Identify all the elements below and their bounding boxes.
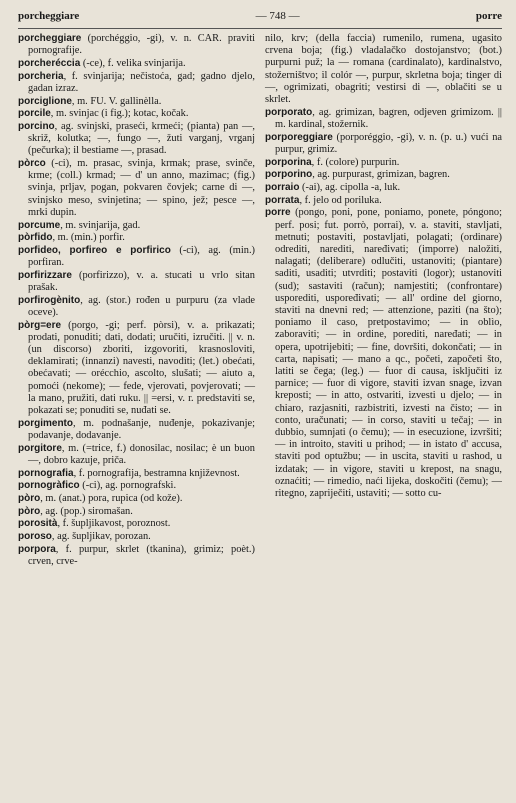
- dictionary-entry: [18, 220, 255, 232]
- entry-headword: porcheria: [18, 70, 64, 82]
- entry-definition: (-ci), ag. (min.) porfiran.: [28, 244, 255, 269]
- dictionary-entry: [265, 195, 502, 207]
- entry-definition: , ag. grimizan, bagren, odjeven grimizom. || m. kardinal, stožernik.: [275, 106, 502, 130]
- dictionary-entry: [18, 270, 255, 294]
- dictionary-entry: [18, 245, 255, 269]
- entry-headword: pornogràfico: [18, 480, 80, 492]
- dictionary-entry: [18, 506, 255, 518]
- columns: [18, 33, 502, 803]
- entry-definition: , f. svinjarija; nečistoća, gad; gadno djelo, gadan izraz.: [28, 70, 255, 94]
- dictionary-entry: [18, 531, 255, 543]
- page-number: — 748 —: [255, 10, 300, 22]
- dictionary-entry: [265, 33, 502, 106]
- dictionary-entry: [18, 58, 255, 70]
- entry-definition: , m. (anat.) pora, rupica (od kože).: [40, 493, 183, 505]
- dictionary-entry: [265, 132, 502, 156]
- entry-headword: porcile: [18, 108, 51, 120]
- entry-headword: porcino: [18, 120, 55, 132]
- dictionary-entry: [18, 121, 255, 158]
- entry-definition: , f. jelo od poriluka.: [299, 194, 382, 206]
- dictionary-entry: [18, 71, 255, 95]
- dictionary-entry: [18, 418, 255, 442]
- dictionary-entry: [18, 96, 255, 108]
- entry-headword: porre: [265, 207, 291, 219]
- entry-headword: pòro: [18, 493, 41, 505]
- entry-definition: , f. (colore) purpurin.: [311, 156, 400, 168]
- entry-headword: pornografia: [18, 467, 74, 479]
- entry-definition: , m. podnašanje, nuđenje, pokazivanje; podavanje, dodavanje.: [28, 417, 255, 441]
- entry-headword: porporino: [265, 169, 313, 181]
- dictionary-entry: [265, 107, 502, 131]
- entry-definition: (porgo, -gi; perf. pòrsi), v. a. prikazati; prodati, ponuditi; dati, dodati; uručiti, izručiti. || v. n. (un discorso) zboriti, izgovoriti, krasnosloviti, deklamirati; (innanzi) navesti, navoditi; (let.) obećati, obećavati; — orécchio, ascolto, slušati; — aiuto a, pomoći (nekome); — fede, vjerovati, povjerovati; — la mano, pružiti, dati ruku. || =ersi, v. r. predstaviti se, pokazati se; ponuditi se, nuđati se.: [28, 319, 255, 417]
- entry-headword: porpora: [18, 543, 56, 555]
- entry-definition: (-ci), ag. pornografski.: [79, 480, 177, 492]
- dictionary-entry: [18, 480, 255, 492]
- entry-definition: , ag. svinjski, praseći, krmeći; (pianta) pan —, skriž, kolutka; —, fungo —, žuti varganj, vrganj (pečurka); il bestiame —, prasad.: [28, 120, 255, 157]
- dictionary-entry: [18, 320, 255, 418]
- entry-definition: (-ai), ag. cipolla -a, luk.: [299, 181, 401, 193]
- entry-definition: , m. (min.) porfir.: [52, 232, 125, 244]
- entry-definition: (-ce), f. velika svinjarija.: [80, 57, 186, 69]
- entry-definition: , m. (=trice, f.) donosilac, nosilac; è un buon —, dobro kazuje, priča.: [28, 442, 255, 466]
- entry-definition: (porchéggio, -gi), v. n. CAR. praviti pornografije.: [28, 33, 255, 57]
- entry-headword: porcheggiare: [18, 33, 82, 44]
- entry-headword: porraio: [265, 181, 300, 193]
- entry-headword: pòro: [18, 505, 41, 517]
- entry-headword: porrata: [265, 194, 300, 206]
- dictionary-entry: [265, 169, 502, 181]
- dictionary-entry: [18, 158, 255, 219]
- entry-headword: poroso: [18, 531, 52, 543]
- dictionary-entry: [18, 493, 255, 505]
- entry-definition: , ag. purpurast, grimizan, bagren.: [312, 169, 450, 181]
- right-column: [265, 33, 502, 803]
- entry-definition: , f. purpur, skrlet (tkanina), grimiz; poèt.) crven, crve-: [28, 543, 255, 568]
- entry-headword: porporina: [265, 156, 312, 168]
- dictionary-entry: [265, 182, 502, 194]
- entry-definition: , ag. (stor.) rođen u purpuru (za vlade oceve).: [28, 294, 255, 318]
- entry-headword: porfirizzare: [18, 269, 72, 281]
- entry-headword: pòrco: [18, 158, 46, 170]
- dictionary-entry: [18, 33, 255, 57]
- entry-definition: , m. FU. V. gallinèlla.: [71, 95, 162, 107]
- dictionary-entry: [18, 468, 255, 480]
- entry-headword: pòrg=ere: [18, 319, 62, 331]
- entry-definition: (porporéggio, -gi), v. n. (p. u.) vući na purpur, grimiz.: [275, 131, 502, 155]
- entry-definition: , f. šupljikavost, poroznost.: [57, 518, 171, 530]
- entry-headword: porporeggiare: [265, 131, 333, 143]
- entry-headword: porfirogènito: [18, 294, 81, 306]
- entry-definition: (-ci), m. prasac, svinja, krmak; prase, svinče, krme; (coll.) krmad; — d' un anno, mazimac; (fig.) svinja, prljav, pogan, pokvaren čovjek; carne di —, svinjsko meso, svinjetina; — spino, jež; pesce —, mrki dupin.: [28, 158, 255, 218]
- entry-headword: porcume: [18, 219, 61, 231]
- dictionary-entry: [18, 232, 255, 244]
- page-header: [18, 10, 502, 29]
- dictionary-entry: [18, 108, 255, 120]
- entry-headword: porosità: [18, 518, 58, 530]
- entry-definition: , m. svinjarija, gad.: [60, 219, 141, 231]
- entry-headword: pòrfido: [18, 232, 53, 244]
- dictionary-entry: [18, 544, 255, 568]
- entry-headword: porciglione: [18, 95, 72, 107]
- entry-definition: (porfirizzo), v. a. stucati u vrlo sitan prašak.: [28, 269, 255, 294]
- entry-headword: porcheréccia: [18, 57, 81, 69]
- dictionary-entry: [18, 518, 255, 530]
- entry-headword: porporato: [265, 106, 313, 118]
- dictionary-entry: [265, 207, 502, 500]
- entry-headword: porfideo, porfireo e porfirico: [18, 244, 171, 256]
- header-right-guideword: porre: [475, 10, 502, 22]
- entry-definition: (pongo, poni, pone, poniamo, ponete, póngono; perf. posi; fut. porrò, porrai), v. a. staviti, stavljati, metnuti; postaviti, postavljati, polagati; (ordinare) odrediti, narediti, naređivati; (imporre) naložiti, nalagati; (deliberare) odlučiti, ustanoviti; (piantare) saditi, usaditi; utvrditi; postaviti (logor); ustanoviti (sud); sastaviti (račun); namjestiti; (confrontare) usporediti, uspoređivati; — all' ordine del giorno, staviti na dnevni red; — attenzione, paziti (na što); poniamo il caso, pretpostavimo; — in oblìo, zaboraviti; — in ordine, porediti, naređati; — in opera, upotrijebiti; — fine, dovršiti, dokončati; — in carta, napisati; — mano a qc., početi, započeti što, latiti se čega; (leg.) — fuor di causa, isključiti iz parnice; — fuor di vigore, staviti izvan snage, izvan kreposti; — in atto, ostvariti, izvesti u djelo; — in chiaro, razjasniti, razbistriti, izvesti na čisto; — in conto, uračunati; — in corso, staviti u tečaj; — in dubbio, sumnjati (o čemu); — in esecuzione, izvršiti; — in introito, staviti u prihod; — in istato d' accusa, staviti pod optužbu; — in uscita, staviti u rashod, u izdatak; — in vigore, staviti u krepost, na snagu, oznaćiti; — rimedio, naći lijeka, doskočiti (čemu); — ritegno, zapriječiti, ustaviti; — sotto cu-: [275, 207, 502, 500]
- entry-definition: nilo, krv; (della faccia) rumenilo, rumena, ugasito crvena boja; (fig.) vladalačko dostojanstvo; (bot.) purpurni puž; la — romana (cardinalato), kardinalstvo, stožerništvo; il colór —, purpur, skrletna boja; tinger di —, ogrimizati, obagriti; vestirsi di —, oblačiti se u skrlet.: [265, 33, 502, 106]
- entry-definition: , f. pornografija, bestramna književnost.: [73, 467, 240, 479]
- entry-definition: , m. svinjac (i fig.); kotac, kočak.: [50, 108, 189, 120]
- dictionary-entry: [18, 295, 255, 319]
- left-column: [18, 33, 255, 803]
- dictionary-entry: [18, 443, 255, 467]
- entry-definition: , ag. šupljikav, porozan.: [51, 531, 151, 543]
- dictionary-entry: [265, 157, 502, 169]
- header-left-guideword: porcheggiare: [18, 10, 80, 22]
- entry-headword: porgimento: [18, 417, 73, 429]
- entry-headword: porgitore: [18, 442, 62, 454]
- entry-definition: , ag. (pop.) siromašan.: [40, 505, 133, 517]
